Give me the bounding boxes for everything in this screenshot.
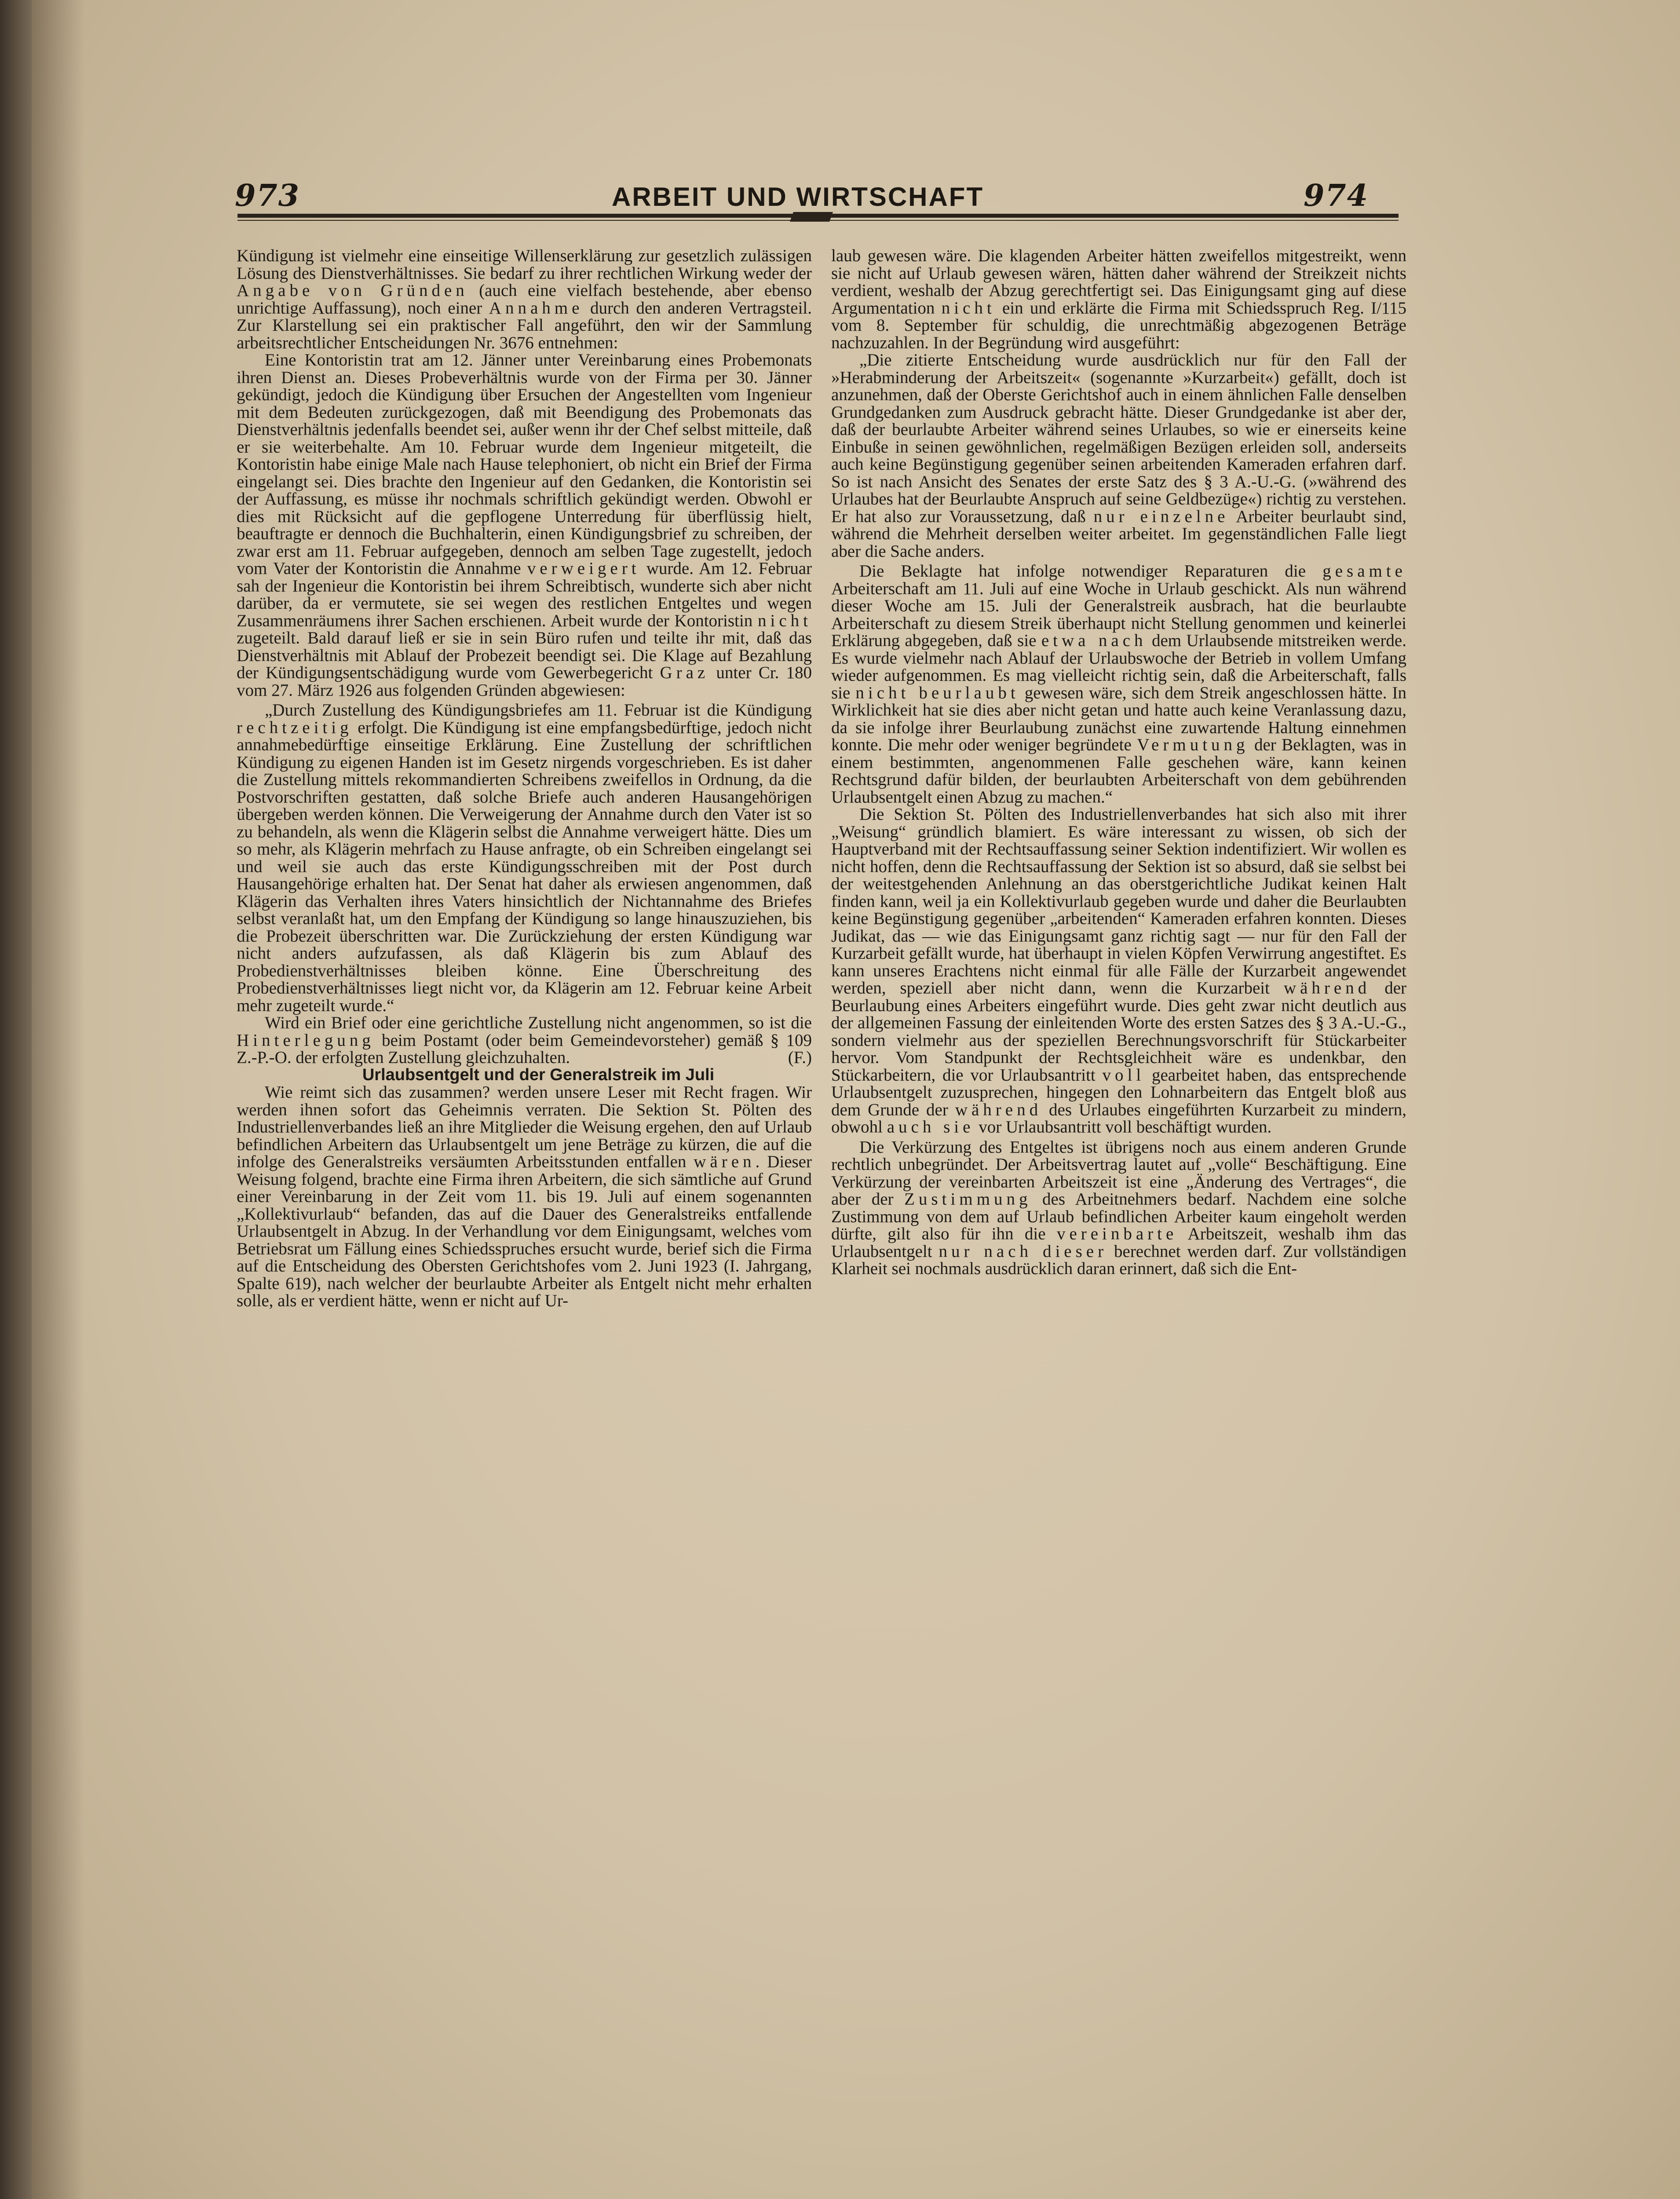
spaced-emphasis: etwa nach	[1041, 631, 1147, 650]
paragraph: Die Sektion St. Pölten des Industriellenverbandes hat sich also mit ihrer „Weisung“ gründlich blamiert. Es wäre interessant zu wissen, ob sich der Hauptverband mit der Rechtsauffassung seiner Sektion indentifiziert. Wir wollen es nicht hoffen, denn die Rechtsauffassung der Sektion ist so absurd, daß sie selbst bei der weitestgehenden Anlehnung an das oberstgerichtliche Judikat keinen Halt finden kann, weil ja ein Kollektivurlaub gegeben wurde und daher die Beurlaubten keine Begünstigung gegenüber „arbeitenden“ Kameraden erfahren konnten. Dieses Judikat, das — wie das Einigungsamt ganz richtig sagt — nur für den Fall der Kurzarbeit gefällt wurde, hat überhaupt in vielen Köpfen Verwirrung angestiftet. Es kann unseres Erachtens nicht einmal für alle Fälle der Kurzarbeit angewendet werden, speziell aber nicht dann, wenn die Kurzarbeit während der Beurlaubung eines Arbeiters eingeführt wurde. Dies geht zwar nicht deutlich aus der allgemeinen Fassung der einleitenden Worte des ersten Satzes des § 3 A.-U.-G., sondern vielmehr aus der speziellen Berechnungsvorschrift für Stückarbeiter hervor. Vom Standpunkt der Rechtsgleichheit wäre es undenkbar, den Stückarbeitern, die vor Urlaubsantritt voll gearbeitet haben, das entsprechende Urlaubsentgelt zuzusprechen, hingegen den Lohnarbeitern das Entgelt bloß aus dem Grunde der während des Urlaubes eingeführten Kurzarbeit zu mindern, obwohl auch sie vor Urlaubsantritt voll beschäftigt wurden.	[831, 805, 1407, 1136]
spaced-emphasis: nur einzelne	[1093, 507, 1229, 526]
spaced-emphasis: Hinterlegung	[237, 1030, 375, 1050]
paragraph: Wie reimt sich das zusammen? werden unsere Leser mit Recht fragen. Wir werden ihnen sofort das Geheimnis verraten. Die Sektion St. Pölten des Industriellenverbandes ließ an ihre Mitglieder die Weisung ergehen, den auf Urlaub befindlichen Arbeitern das Urlaubsentgelt um jene Beträge zu kürzen, die auf die infolge des Generalstreiks versäumten Arbeitsstunden entfallen wären. Dieser Weisung folgend, brachte eine Firma ihren Arbeitern, die sich sämtliche auf Grund einer Vereinbarung in der Zeit vom 11. bis 19. Juli auf einem sogenannten „Kollektivurlaub“ befanden, das auf die Dauer des Generalstreiks entfallende Urlaubsentgelt in Abzug. In der Verhandlung vor dem Einigungsamt, welches vom Betriebsrat um Fällung eines Schiedsspruches ersucht wurde, berief sich die Firma auf die Entscheidung des Obersten Gerichtshofes vom 2. Juni 1923 (I. Jahrgang, Spalte 619), nach welcher der beurlaubte Arbeiter als Entgelt nicht mehr erhalten solle, als er verdient hätte, wenn er nicht auf Ur-	[237, 1083, 812, 1310]
spaced-emphasis: Angabe von Gründen	[237, 281, 468, 300]
quotation-paragraph: „Durch Zustellung des Kündigungsbriefes am 11. Februar ist die Kündigung rechtzeitig erfolgt. Die Kündigung ist eine empfangsbedürftige, jedoch nicht annahmebedürftige einseitige Erklärung. Eine Zustellung der schriftlichen Kündigung zu eigenen Handen ist im Gesetz nirgends vorgeschrieben. Es ist daher die Zustellung mittels rekommandierten Schreibens zweifellos in Ordnung, da die Postvorschriften gestatten, daß solche Briefe auch anderen Hausangehörigen übergeben werden können. Die Verweigerung der Annahme durch den Vater ist so zu behandeln, als wenn die Klägerin selbst die Annahme verweigert hätte. Dies um so mehr, als Klägerin mehrfach zu Hause anfragte, ob ein Schreiben eingelangt sei und weil sie auch das erste Kündigungsschreiben mit der Post durch Hausangehörige erhalten hat. Der Senat hat daher als erwiesen angenommen, daß Klägerin das Verhalten ihres Vaters hinsichtlich der Nichtannahme des Briefes selbst veranlaßt hat, um den Empfang der Kündigung so lange hinauszuziehen, bis die Probezeit überschritten war. Die Zurückziehung der ersten Kündigung war nicht anders aufzufassen, als daß Klägerin bis zum Ablauf des Probedienstverhältnisses bleiben könne. Eine Überschreitung des Probedienstverhältnisses liegt nicht vor, da Klägerin am 12. Februar keine Arbeit mehr zugeteilt wurde.“	[237, 701, 812, 1015]
spaced-emphasis: während	[955, 1100, 1042, 1119]
section-heading: Urlaubsentgelt und der Generalstreik im Juli	[362, 1065, 715, 1084]
paragraph: Eine Kontoristin trat am 12. Jänner unter Vereinbarung eines Probemonats ihren Dienst an. Dieses Probeverhältnis wurde von der Firma per 30. Jänner gekündigt, jedoch die Kündigung über Ersuchen der Angestellten vom Ingenieur mit dem Bedeuten zurückgezogen, daß mit Beendigung des Probemonats das Dienstverhältnis jedenfalls beendet sei, außer wenn ihr der Chef selbst mitteile, daß er sie weiterbehalte. Am 10. Februar wurde dem Ingenieur mitgeteilt, die Kontoristin habe einige Male nach Hause telephoniert, ob nicht ein Brief der Firma eingelangt sei. Dies brachte den Ingenieur auf den Gedanken, die Kontoristin sei der Auffassung, es müsse ihr nochmals schriftlich gekündigt werden. Obwohl er dies mit Rücksicht auf die gepflogene Unterredung für überflüssig hielt, beauftragte er dennoch die Buchhalterin, einen Kündigungsbrief zu schreiben, der zwar erst am 11. Februar aufgegeben, dennoch am selben Tage zugestellt, jedoch vom Vater der Kontoristin die Annahme verweigert wurde. Am 12. Februar sah der Ingenieur die Kontoristin bei ihrem Schreibtisch, wunderte sich aber nicht darüber, da er vermutete, sie sei wegen des restlichen Entgeltes und wegen Zusammenräumens ihrer Sachen erschienen. Arbeit wurde der Kontoristin nicht zugeteilt. Bald darauf ließ er sie in sein Büro rufen und teilte ihr mit, daß das Dienstverhältnis mit Ablauf der Probezeit beendigt sei. Die Klage auf Bezahlung der Kündigungsentschädigung wurde vom Gewerbegericht Graz unter Cr. 180 vom 27. März 1926 aus folgenden Gründen abgewiesen:	[237, 351, 812, 700]
page-number-left: 973	[235, 178, 300, 213]
spaced-emphasis: nicht	[758, 611, 812, 630]
spaced-emphasis: verweigert	[527, 559, 640, 578]
spaced-emphasis: nicht beurlaubt	[855, 683, 1019, 702]
spaced-emphasis: nur nach dieser	[939, 1242, 1108, 1261]
spaced-emphasis: nicht	[941, 298, 996, 318]
spaced-emphasis: Zustimmung	[904, 1190, 1032, 1209]
spaced-emphasis: rechtzeitig	[237, 718, 353, 737]
paragraph: Die Verkürzung des Entgeltes ist übrigens noch aus einem anderen Grunde rechtlich unbegründet. Der Arbeitsvertrag lautet auf „volle“ Beschäftigung. Eine Verkürzung der vereinbarten Arbeitszeit ist eine „Änderung des Vertrages“, die aber der Zustimmung des Arbeitnehmers bedarf. Nachdem eine solche Zustimmung von dem auf Urlaub befindlichen Arbeiter kaum eingeholt werden dürfte, gilt also für ihn die vereinbarte Arbeitszeit, weshalb ihm das Urlaubsentgelt nur nach dieser berechnet werden darf. Zur vollständigen Klarheit sei nochmals ausdrücklich daran erinnert, daß sich die Ent-	[831, 1137, 1407, 1278]
spaced-emphasis: auch sie	[887, 1118, 975, 1136]
spaced-emphasis: voll	[1102, 1065, 1145, 1085]
author-signature: (F.)	[788, 1048, 812, 1067]
spaced-emphasis: gesamte	[1322, 562, 1406, 581]
spaced-emphasis: vereinbarte	[1056, 1224, 1178, 1243]
paragraph: Die Beklagte hat infolge notwendiger Reparaturen die gesamte Arbeiterschaft am 11. Juli auf eine Woche in Urlaub geschickt. Als nun während dieser Woche am 15. Juli der Generalstreik ausbrach, hat die beurlaubte Arbeiterschaft zu diesem Streik überhaupt nicht Stellung genommen und keinerlei Erklärung abgegeben, daß sie etwa nach dem Urlaubsende mitstreiken werde. Es wurde vielmehr nach Ablauf der Urlaubswoche der Betrieb in vollem Umfang wieder aufgenommen. Es mag vielleicht richtig sein, daß die Arbeiterschaft, falls sie nicht beurlaubt gewesen wäre, sich dem Streik angeschlossen hätte. In Wirklichkeit hat sie dies aber nicht getan und hatte auch keine Veranlassung dazu, da sie infolge ihrer Beurlaubung zunächst eine zuwartende Haltung einnehmen konnte. Die mehr oder weniger begründete Vermutung der Beklagten, was in einem bestimmten, angenommenen Falle geschehen wäre, kann keinen Rechtsgrund dafür bilden, der beurlaubten Arbeiterschaft von dem gebührenden Urlaubsentgelt einen Abzug zu machen.“	[831, 562, 1406, 807]
journal-title: ARBEIT UND WIRTSCHAFT	[611, 182, 984, 212]
book-binding	[0, 0, 32, 2199]
gutter-shadow	[32, 0, 84, 2199]
right-column	[831, 247, 1406, 1278]
spaced-emphasis: wären	[694, 1152, 756, 1171]
spaced-emphasis: während	[1283, 979, 1371, 997]
spaced-emphasis: Vermutung	[1137, 735, 1249, 754]
paragraph: laub gewesen wäre. Die klagenden Arbeiter hätten zweifellos mitgestreikt, wenn sie nicht auf Urlaub gewesen wären, hätten daher während der Streikzeit nichts verdient, weshalb der Abzug gerechtfertigt sei. Das Einigungsamt ging auf diese Argumentation nicht ein und erklärte die Firma mit Schiedsspruch Reg. I/115 vom 8. September für schuldig, die unrechtmäßig abgezogenen Beträge nachzuzahlen. In der Begründung wird ausgeführt:	[831, 246, 1406, 352]
paragraph: Wird ein Brief oder eine gerichtliche Zustellung nicht angenommen, so ist die Hinterlegung beim Postamt (oder beim Gemeindevorsteher) gemäß § 109 Z.-P.-O. der erfolgten Zustellung gleichzuhalten. (F.)	[237, 1013, 812, 1067]
paragraph: Kündigung ist vielmehr eine einseitige Willenserklärung zur gesetzlich zulässigen Lösung des Dienstverhältnisses. Sie bedarf zu ihrer rechtlichen Wirkung weder der Angabe von Gründen (auch eine vielfach bestehende, aber ebenso unrichtige Auffassung), noch einer Annahme durch den anderen Vertragsteil. Zur Klarstellung sei ein praktischer Fall angeführt, den wir der Sammlung arbeitsrechtlicher Entscheidungen Nr. 3676 entnehmen:	[237, 246, 812, 352]
left-column	[237, 247, 812, 1310]
quotation-paragraph: „Die zitierte Entscheidung wurde ausdrücklich nur für den Fall der »Herabminderung der Arbeitszeit« (sogenannte »Kurzarbeit«) gefällt, doch ist anzunehmen, daß der Oberste Gerichtshof auch in einem ähnlichen Falle denselben Grundgedanken zum Ausdruck gebracht hätte. Dieser Grundgedanke ist aber der, daß der beurlaubte Arbeiter während seines Urlaubes, so wie er einerseits keine Einbuße in seinen gewöhnlichen, regelmäßigen Bezügen erleiden soll, anderseits auch keine Begünstigung gegenüber seinen arbeitenden Kameraden erfahren darf. So ist nach Ansicht des Senates der erste Satz des § 3 A.-U.-G. (»während des Urlaubes hat der Beurlaubte Anspruch auf seine Geldbezüge«) richtig zu verstehen. Er hat also zur Voraussetzung, daß nur einzelne Arbeiter beurlaubt sind, während die Mehrheit derselben weiter arbeitet. Im gegenständlichen Falle liegt aber die Sache anders.	[831, 351, 1406, 561]
spaced-emphasis: Graz	[660, 663, 709, 682]
spaced-emphasis: Annahme	[489, 298, 584, 318]
header-rule-ornament	[790, 212, 833, 222]
page-number-right: 974	[1304, 178, 1369, 213]
